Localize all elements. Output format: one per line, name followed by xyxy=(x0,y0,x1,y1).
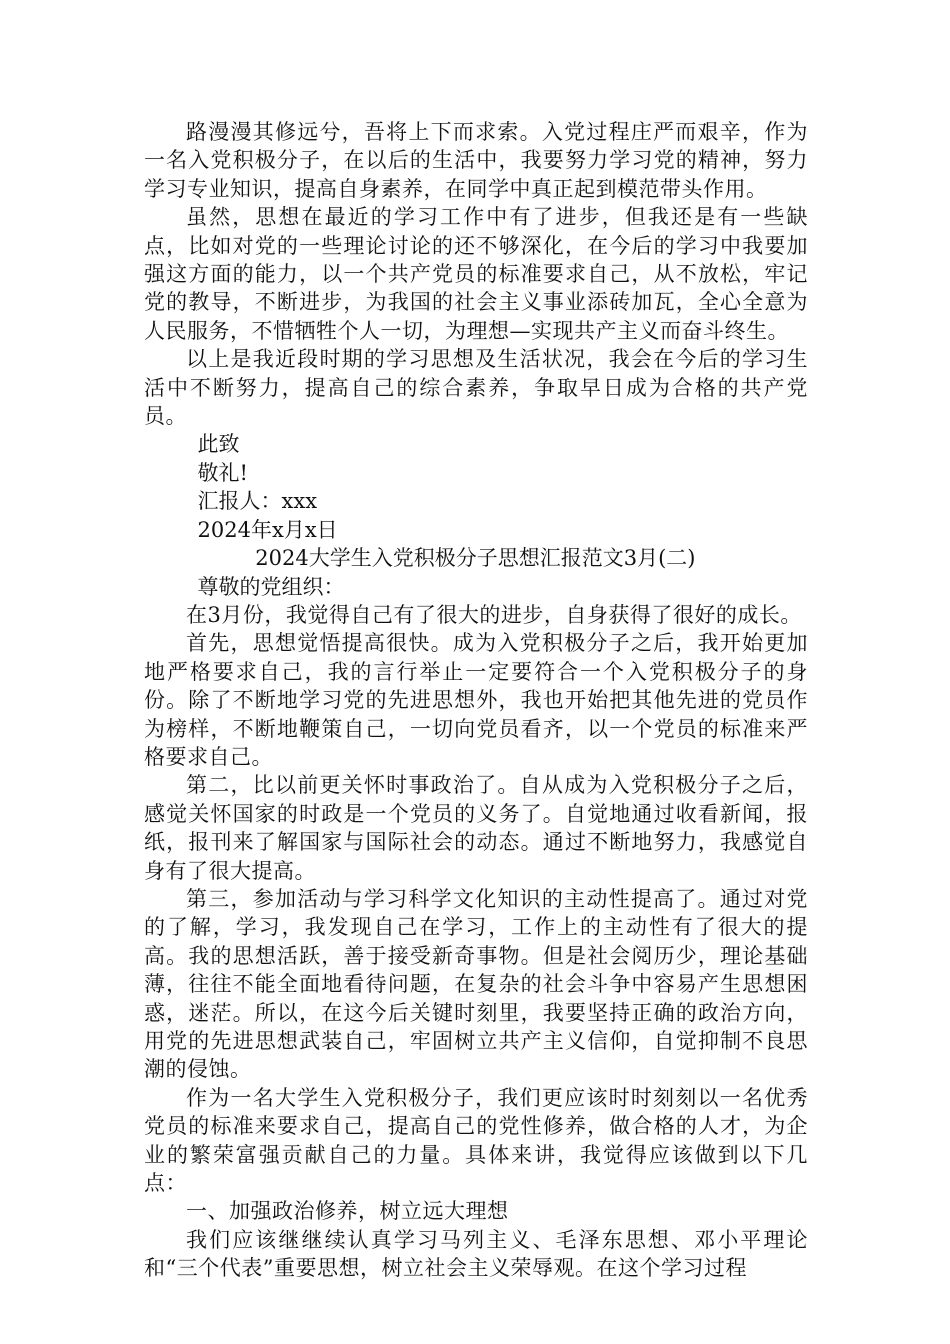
paragraph-study: 我们应该继继续认真学习马列主义、毛泽东思想、邓小平理论和“三个代表”重要思想，树立社会主义荣辱观。在这个学习过程 xyxy=(144,1227,808,1281)
salutation: 尊敬的党组织： xyxy=(197,574,345,599)
reporter-name: 汇报人：xxx xyxy=(197,489,318,514)
heading-point-one: 一、加强政治修养，树立远大理想 xyxy=(186,1199,509,1224)
paragraph-first: 首先，思想觉悟提高很快。成为入党积极分子之后，我开始更加地严格要求自己，我的言行举止一定要符合一个入党积极分子的身份。除了不断地学习党的先进思想外，我也开始把其他先进的党员作为榜样，不断地鞭策自己，一切向党员看齐，以一个党员的标准来严格要求自己。 xyxy=(144,631,808,769)
closing-regards: 敬礼! xyxy=(197,460,248,485)
closing-salutation: 此致 xyxy=(197,432,240,457)
paragraph-progress: 在3月份，我觉得自己有了很大的进步，自身获得了很好的成长。 xyxy=(186,602,802,627)
paragraph-third: 第三，参加活动与学习科学文化知识的主动性提高了。通过对党的了解，学习，我发现自己在学习，工作上的主动性有了很大的提高。我的思想活跃，善于接受新奇事物。但是社会阅历少，理论基础薄，往往不能全面地看待问题，在复杂的社会斗争中容易产生思想困惑，迷茫。所以，在这今后关键时刻里，我要坚持正确的政治方向，用党的先进思想武装自己，牢固树立共产主义信仰，自觉抑制不良思潮的侵蚀。 xyxy=(144,886,808,1082)
section-title: 2024大学生入党积极分子思想汇报范文3月(二) xyxy=(255,546,696,571)
paragraph-perseverance: 路漫漫其修远兮，吾将上下而求索。入党过程庄严而艰辛，作为一名入党积极分子，在以后的生活中，我要努力学习党的精神，努力学习专业知识，提高自身素养，在同学中真正起到模范带头作用。 xyxy=(144,120,808,201)
report-date: 2024年x月x日 xyxy=(197,517,338,542)
document-page xyxy=(144,118,808,1283)
paragraph-shortcomings: 虽然，思想在最近的学习工作中有了进步，但我还是有一些缺点，比如对党的一些理论讨论的还不够深化，在今后的学习中我要加强这方面的能力，以一个共产党员的标准要求自己，从不放松，牢记党的教导，不断进步，为我国的社会主义事业添砖加瓦，全心全意为人民服务，不惜牺牲个人一切，为理想—实现共产主义而奋斗终生。 xyxy=(144,205,808,343)
paragraph-as-student: 作为一名大学生入党积极分子，我们更应该时时刻刻以一名优秀党员的标准来要求自己，提高自己的党性修养，做合格的人才，为企业的繁荣富强贡献自己的力量。具体来讲，我觉得应该做到以下几点： xyxy=(144,1085,808,1196)
paragraph-second: 第二，比以前更关怀时事政治了。自从成为入党积极分子之后，感觉关怀国家的时政是一个党员的义务了。自觉地通过收看新闻，报纸，报刊来了解国家与国际社会的动态。通过不断地努力，我感觉自身有了很大提高。 xyxy=(144,773,808,883)
paragraph-summary: 以上是我近段时期的学习思想及生活状况，我会在今后的学习生活中不断努力，提高自己的综合素养，争取早日成为合格的共产党员。 xyxy=(144,347,808,429)
